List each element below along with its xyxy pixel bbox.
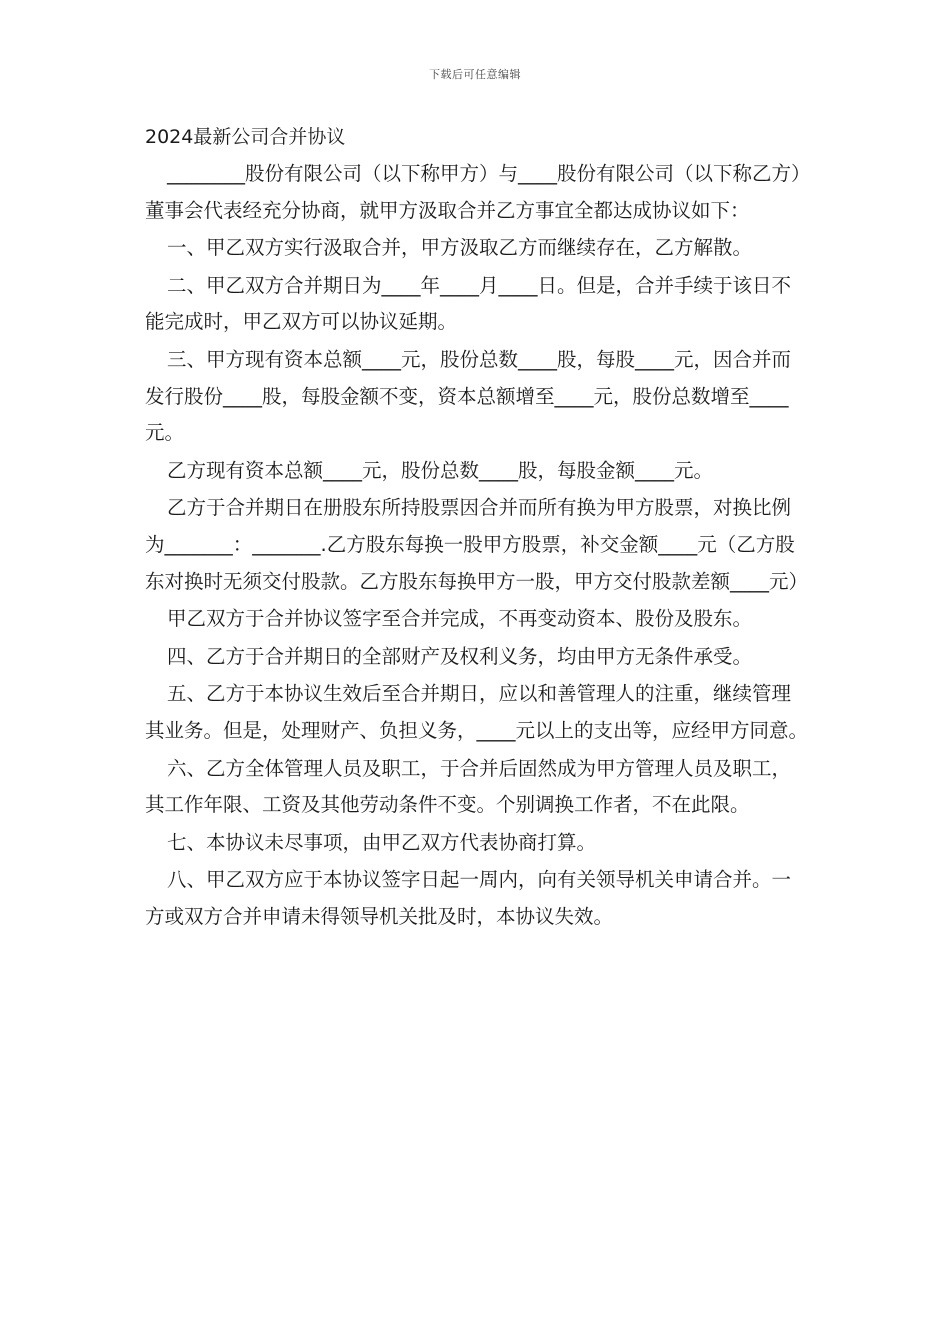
paragraph-clause-3-share-exchange: 乙方于合并期日在册股东所持股票因合并而所有换为甲方股票，对换比例为_______：_______.乙方股东每换一股甲方股票，补交金额____元（乙方股东对换时无须交付股款。乙方股东每换甲方一股，甲方交付股款差额____元）	[145, 496, 809, 593]
paragraph-clause-6: 六、乙方全体管理人员及职工，于合并后固然成为甲方管理人员及职工，其工作年限、工资及其他劳动条件不变。个别调换工作者，不在此限。	[145, 756, 792, 817]
paragraph-clause-8: 八、甲乙双方应于本协议签字日起一周内，向有关领导机关申请合并。一方或双方合并申请未得领导机关批及时，本协议失效。	[145, 868, 792, 928]
paragraph-clause-7: 七、本协议未尽事项，由甲乙双方代表协商打算。	[167, 830, 597, 854]
header-note: 下载后可任意编辑	[429, 68, 521, 81]
paragraph-clause-5: 五、乙方于本协议生效后至合并期日，应以和善管理人的注重，继续管理其业务。但是，处理财产、负担义务，____元以上的支出等，应经甲方同意。	[145, 682, 809, 742]
paragraph-clause-1: 一、甲乙双方实行汲取合并，甲方汲取乙方而继续存在，乙方解散。	[167, 236, 753, 260]
document-title: 2024最新公司合并协议	[145, 126, 346, 148]
paragraph-clause-4: 四、乙方于合并期日的全部财产及权利义务，均由甲方无条件承受。	[167, 644, 753, 668]
paragraph-clause-2: 二、甲乙双方合并期日为____年____月____日。但是，合并手续于该日不能完成时，甲乙双方可以协议延期。	[145, 273, 792, 334]
paragraph-clause-3: 三、甲方现有资本总额____元，股份总数____股，每股____元，因合并而发行股份____股，每股金额不变，资本总额增至____元，股份总数增至____元。	[145, 347, 792, 445]
document-body	[145, 156, 810, 936]
paragraph-clause-3-party-b-capital: 乙方现有资本总额____元，股份总数____股，每股金额____元。	[167, 458, 714, 482]
paragraph-preamble: ________股份有限公司（以下称甲方）与____股份有限公司（以下称乙方）董事会代表经充分协商，就甲方汲取合并乙方事宜全都达成协议如下：	[145, 162, 801, 222]
paragraph-clause-3-no-change: 甲乙双方于合并协议签字至合并完成，不再变动资本、股份及股东。	[167, 607, 753, 631]
